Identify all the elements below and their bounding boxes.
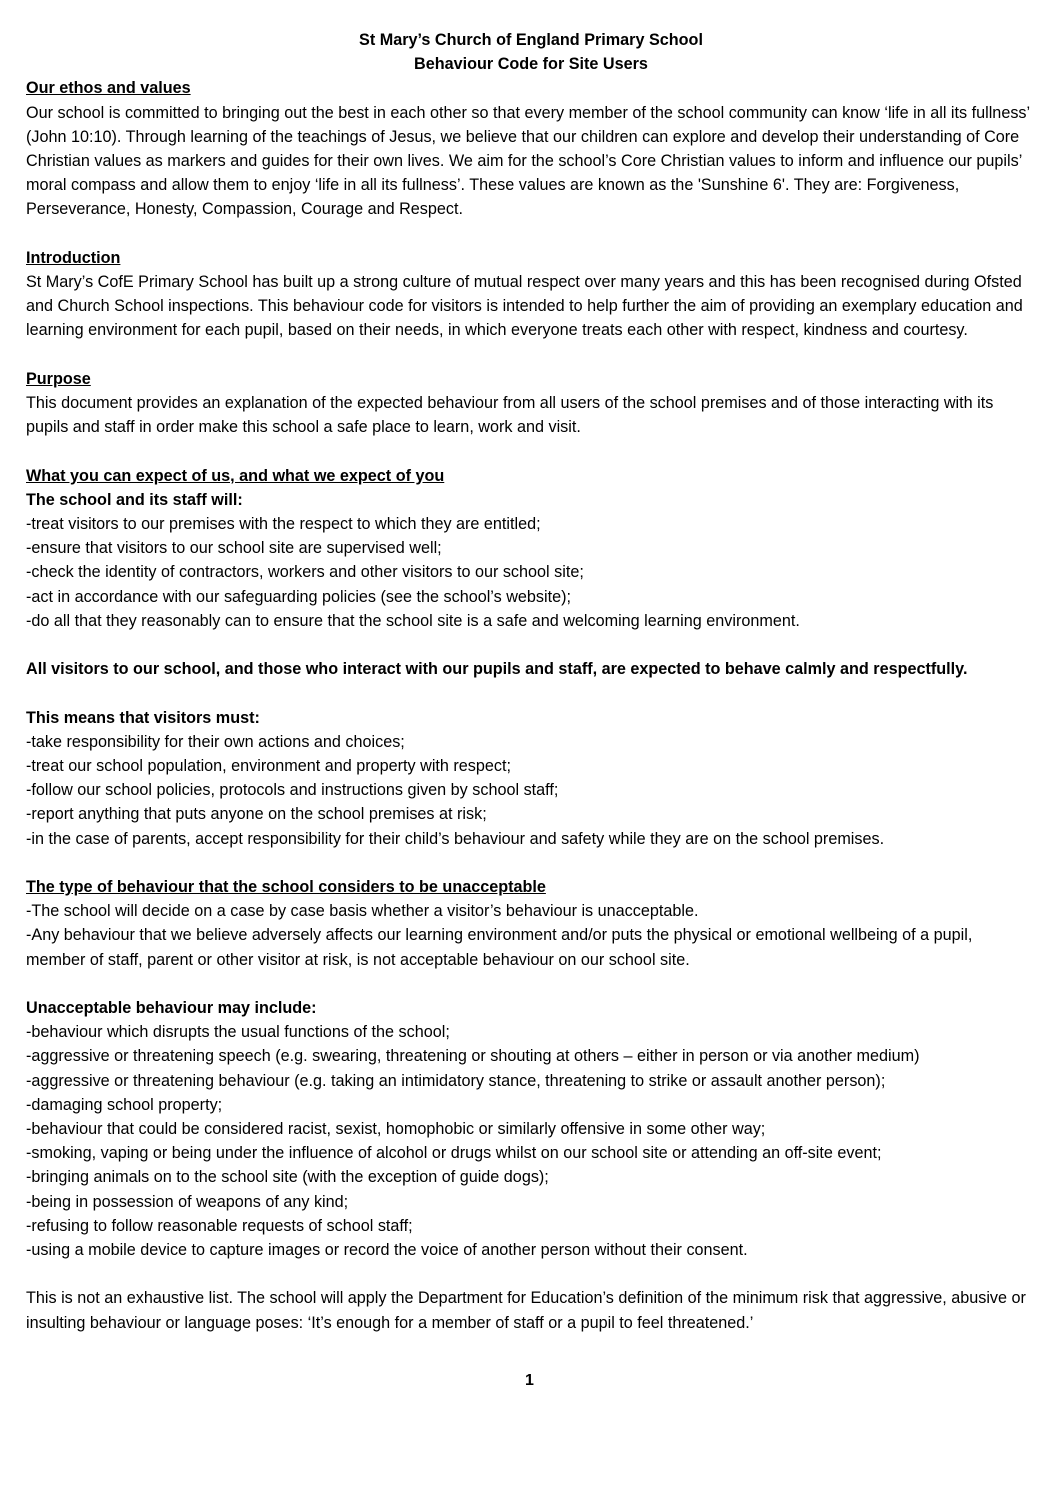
purpose-text: This document provides an explanation of the expected behaviour from all users of the school premises and of those interacting with its pupils and staff in order make this school a safe place to learn, work and visit. (26, 394, 994, 437)
list-item: -treat our school population, environment and property with respect; (26, 757, 511, 776)
introduction-heading: Introduction (26, 248, 121, 267)
list-item: -smoking, vaping or being under the influence of alcohol or drugs whilst on our school site or attending an off-site event; (26, 1144, 882, 1163)
list-item: -do all that they reasonably can to ensure that the school site is a safe and welcoming learning environment. (26, 611, 800, 630)
list-item: -take responsibility for their own actions and choices; (26, 732, 405, 751)
document-page (26, 28, 1036, 1335)
visitors-statement: All visitors to our school, and those who interact with our pupils and staff, are expected to behave calmly and respectfully. (26, 660, 968, 679)
unacceptable-heading: The type of behaviour that the school considers to be unacceptable (26, 878, 546, 897)
list-item: -act in accordance with our safeguarding policies (see the school’s website); (26, 587, 571, 606)
list-item: -report anything that puts anyone on the school premises at risk; (26, 805, 487, 824)
visitors-must-heading: This means that visitors must: (26, 708, 260, 727)
staff-commitments-list (26, 512, 1036, 633)
list-item: -damaging school property; (26, 1095, 223, 1114)
unacceptable-behaviour-list (26, 1020, 1036, 1262)
list-item: -using a mobile device to capture images or record the voice of another person without their consent. (26, 1241, 748, 1260)
list-item: -aggressive or threatening speech (e.g. swearing, threatening or shouting at others – either in person or via another medium) (26, 1047, 920, 1066)
page-number: 1 (525, 1372, 534, 1389)
document-title-line2: Behaviour Code for Site Users (414, 55, 648, 74)
document-title-line1: St Mary’s Church of England Primary School (359, 31, 703, 49)
list-item: -check the identity of contractors, workers and other visitors to our school site; (26, 563, 584, 582)
unacceptable-line-2: -Any behaviour that we believe adversely affects our learning environment and/or puts the physical or emotional wellbeing of a pupil, member of staff, parent or other visitor at risk, is not acceptable behaviour on our school site. (26, 926, 973, 969)
list-item: -refusing to follow reasonable requests of school staff; (26, 1216, 413, 1235)
list-item: -bringing animals on to the school site (with the exception of guide dogs); (26, 1168, 549, 1187)
ethos-text: Our school is committed to bringing out the best in each other so that every member of the school community can know ‘life in all its fullness’ (John 10:10). Through learning of the teachings of Jesus, we believe that our children can explore and develop their understanding of Core Christian values as markers and guides for their own lives. We aim for the school’s Core Christian values to inform and influence our pupils’ moral compass and allow them to enjoy ‘life in all its fullness’. These values are known as the 'Sunshine 6'. They are: Forgiveness, Perseverance, Honesty, Compassion, Courage and Respect. (26, 103, 1030, 219)
list-item: -follow our school policies, protocols and instructions given by school staff; (26, 781, 559, 800)
purpose-heading: Purpose (26, 369, 91, 388)
expectations-heading: What you can expect of us, and what we expect of you (26, 466, 445, 485)
list-item: -behaviour that could be considered racist, sexist, homophobic or similarly offensive in some other way; (26, 1120, 766, 1139)
introduction-text: St Mary’s CofE Primary School has built up a strong culture of mutual respect over many years and this has been recognised during Ofsted and Church School inspections. This behaviour code for visitors is intended to help further the aim of providing an exemplary education and learning environment for each pupil, based on their needs, in which everyone treats each other with respect, kindness and courtesy. (26, 273, 1023, 340)
ethos-heading: Our ethos and values (26, 79, 191, 98)
list-item: -in the case of parents, accept responsibility for their child’s behaviour and safety while they are on the school premises. (26, 829, 885, 848)
list-item: -aggressive or threatening behaviour (e.g. taking an intimidatory stance, threatening to strike or assault another person); (26, 1071, 886, 1090)
visitors-must-list (26, 730, 1036, 851)
unacceptable-may-include-heading: Unacceptable behaviour may include: (26, 999, 317, 1018)
list-item: -being in possession of weapons of any kind; (26, 1192, 349, 1211)
list-item: -ensure that visitors to our school site are supervised well; (26, 539, 442, 558)
list-item: -treat visitors to our premises with the respect to which they are entitled; (26, 515, 541, 534)
unacceptable-line-1: -The school will decide on a case by case basis whether a visitor’s behaviour is unacceptable. (26, 902, 699, 921)
list-item: -behaviour which disrupts the usual functions of the school; (26, 1023, 450, 1042)
staff-commitments-heading: The school and its staff will: (26, 490, 243, 509)
closing-paragraph: This is not an exhaustive list. The school will apply the Department for Education’s definition of the minimum risk that aggressive, abusive or insulting behaviour or language poses: ‘It’s enough for a member of staff or a pupil to feel threatened.’ (26, 1289, 1026, 1332)
